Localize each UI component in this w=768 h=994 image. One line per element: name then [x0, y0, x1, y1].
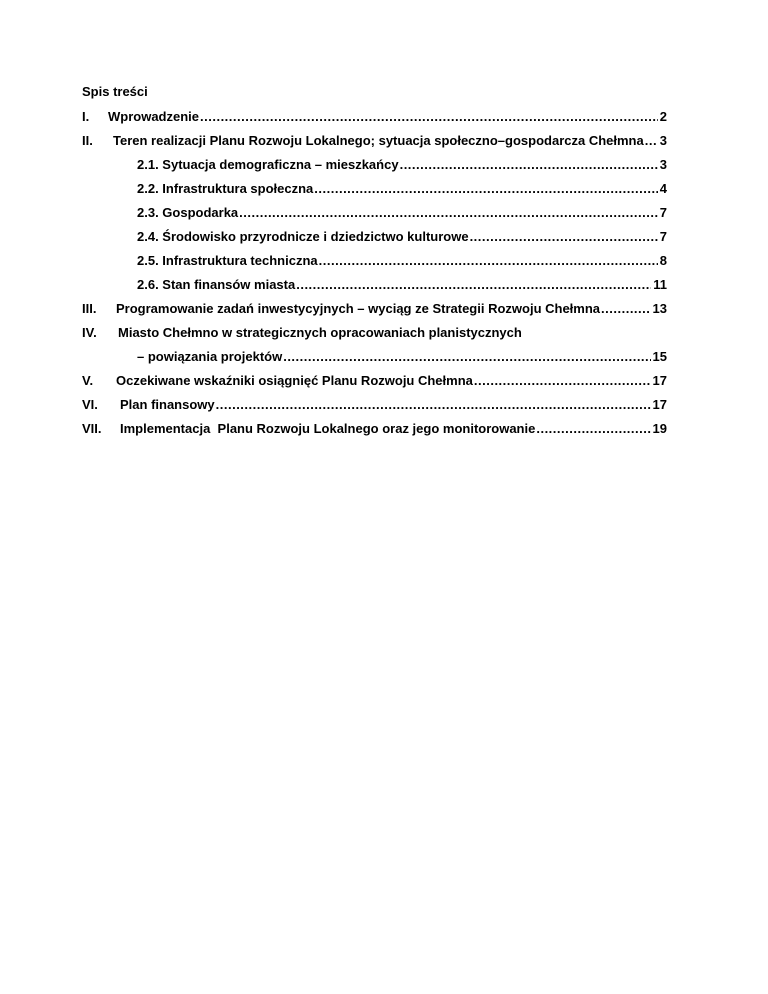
toc-entry-page: 17: [652, 373, 667, 388]
toc-leader-dots: [283, 348, 650, 366]
toc-entry-text: – powiązania projektów: [137, 349, 283, 364]
toc-leader-dots: [319, 252, 658, 270]
toc-entry-4[interactable]: [82, 324, 522, 342]
toc-entry-text: 2.1. Sytuacja demograficzna – mieszkańcy: [137, 157, 399, 172]
toc-entry-page: 13: [652, 301, 667, 316]
toc-entry-page: 3: [659, 133, 667, 148]
toc-leader-dots: [601, 300, 651, 318]
toc-entry-page: 8: [659, 253, 667, 268]
toc-entry-text: Plan finansowy: [120, 397, 215, 412]
toc-entry-text: Implementacja Planu Rozwoju Lokalnego oraz jego monitorowanie: [120, 421, 536, 436]
toc-entry-number: V.: [82, 373, 94, 388]
toc-entry-7[interactable]: [82, 420, 667, 438]
toc-entry-5[interactable]: [82, 372, 667, 390]
toc-entry-2[interactable]: [82, 132, 667, 150]
toc-entry-number: IV.: [82, 325, 97, 340]
toc-entry-2-1[interactable]: [137, 156, 667, 174]
toc-entry-2-4[interactable]: [137, 228, 667, 246]
toc-entry-text: Programowanie zadań inwestycyjnych – wyciąg ze Strategii Rozwoju Chełmna: [116, 301, 601, 316]
toc-entry-text: Oczekiwane wskaźniki osiągnięć Planu Rozwoju Chełmna: [116, 373, 473, 388]
toc-entry-text: Wprowadzenie: [108, 109, 200, 124]
toc-entry-text: Teren realizacji Planu Rozwoju Lokalnego; sytuacja społeczno–gospodarcza Chełmna: [113, 133, 644, 148]
toc-entry-2-6[interactable]: [137, 276, 667, 294]
toc-entry-6[interactable]: [82, 396, 667, 414]
toc-entry-page: 2: [659, 109, 667, 124]
toc-entry-text: 2.5. Infrastruktura techniczna: [137, 253, 318, 268]
toc-entry-number: I.: [82, 109, 90, 124]
toc-leader-dots: [216, 396, 651, 414]
toc-leader-dots: [474, 372, 651, 390]
toc-leader-dots: [239, 204, 658, 222]
toc-title: Spis treści: [82, 84, 148, 99]
toc-entry-page: 11: [653, 277, 667, 292]
toc-entry-page: 19: [652, 421, 667, 436]
toc-leader-dots: [645, 132, 658, 150]
toc-leader-dots: [200, 108, 658, 126]
toc-entry-text: 2.6. Stan finansów miasta: [137, 277, 296, 292]
toc-entry-2-5[interactable]: [137, 252, 667, 270]
toc-entry-number: VI.: [82, 397, 98, 412]
toc-entry-text: 2.3. Gospodarka: [137, 205, 239, 220]
toc-entry-number: VII.: [82, 421, 102, 436]
toc-entry-text: 2.2. Infrastruktura społeczna: [137, 181, 314, 196]
toc-entry-1[interactable]: [82, 108, 667, 126]
toc-leader-dots: [296, 276, 651, 294]
toc-entry-number: II.: [82, 133, 93, 148]
toc-entry-3[interactable]: [82, 300, 667, 318]
toc-entry-page: 4: [659, 181, 667, 196]
toc-entry-page: 7: [659, 205, 667, 220]
toc-entry-number: III.: [82, 301, 97, 316]
toc-leader-dots: [536, 420, 650, 438]
toc-leader-dots: [314, 180, 657, 198]
toc-entry-4-continuation[interactable]: [137, 348, 667, 366]
toc-entry-page: 7: [659, 229, 667, 244]
toc-leader-dots: [400, 156, 658, 174]
toc-entry-text: Miasto Chełmno w strategicznych opracowaniach planistycznych: [118, 325, 522, 340]
toc-entry-page: 17: [652, 397, 667, 412]
toc-entry-page: 3: [659, 157, 667, 172]
toc-entry-text: 2.4. Środowisko przyrodnicze i dziedzictwo kulturowe: [137, 229, 469, 244]
toc-entry-2-2[interactable]: [137, 180, 667, 198]
toc-entry-2-3[interactable]: [137, 204, 667, 222]
toc-entry-page: 15: [652, 349, 667, 364]
toc-leader-dots: [470, 228, 658, 246]
